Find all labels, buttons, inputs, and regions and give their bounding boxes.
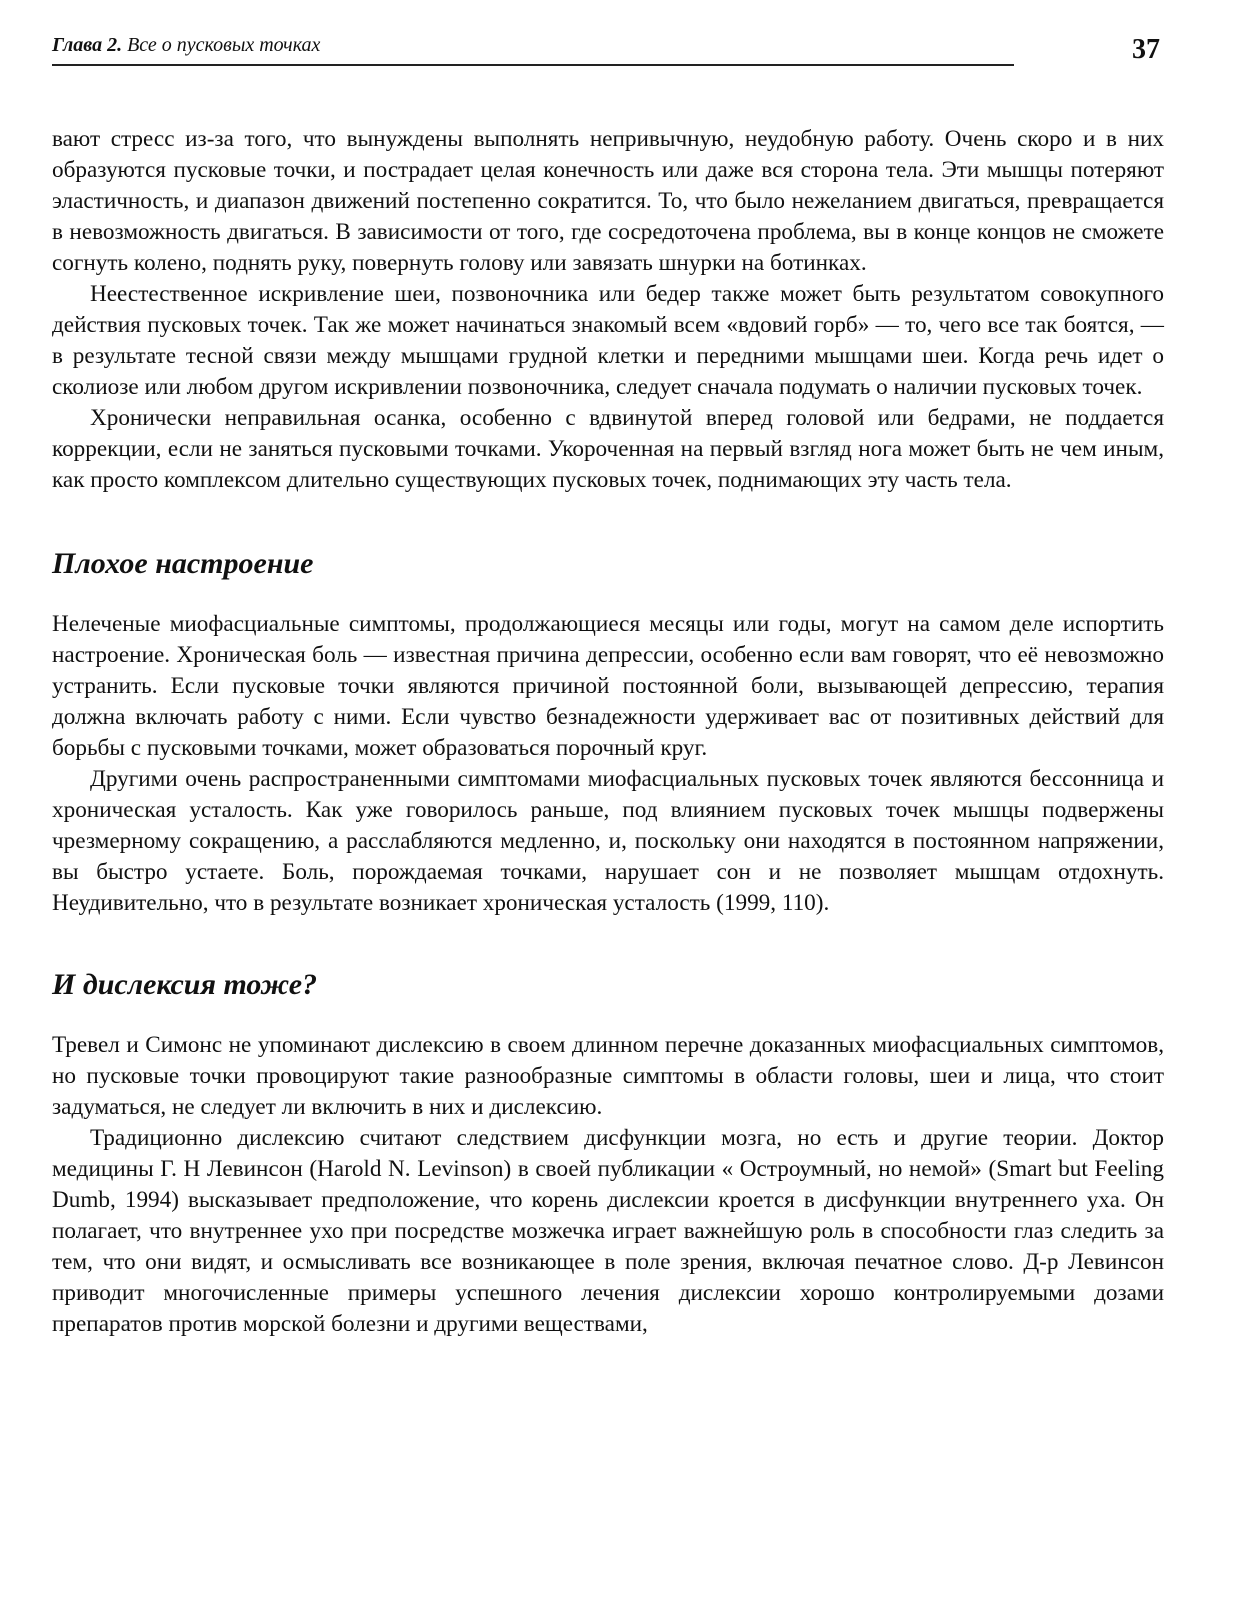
- page-number: 37: [1132, 34, 1160, 65]
- paragraph: вают стресс из-за того, что вынуждены выполнять непривычную, неудобную работу. Очень скоро и в них образуются пусковые точки, и пострадает целая конечность или даже вся сторона тела. Эти мышцы потеряют эластичность, и диапазон движений постепенно сократится. То, что было нежеланием двигаться, превращается в невозможность двигаться. В зависимости от того, где сосредоточена проблема, вы в конце концов не сможете согнуть колено, поднять руку, повернуть голову или завязать шнурки на ботинках.: [52, 126, 1164, 276]
- paragraph: Тревел и Симонс не упоминают дислексию в своем длинном перечне доказанных миофасциальных симптомов, но пусковые точки провоцируют такие разнообразные симптомы в области головы, шеи и лица, что стоит задуматься, не следует ли включить в них и дислексию.: [52, 1032, 1164, 1120]
- running-header: [52, 30, 1014, 66]
- paragraph: Нелеченые миофасциальные симптомы, продолжающиеся месяцы или годы, могут на самом деле испортить настроение. Хроническая боль — известная причина депрессии, особенно если вам говорят, что её невозможно устранить. Если пусковые точки являются причиной постоянной боли, вызывающей депрессию, терапия должна включать работу с ними. Если чувство безнадежности удерживает вас от позитивных действий для борьбы с пусковыми точками, может образоваться порочный круг.: [52, 611, 1164, 761]
- book-page: [52, 30, 1164, 1340]
- paragraph: Традиционно дислексию считают следствием дисфункции мозга, но есть и другие теории. Доктор медицины Г. Н Левинсон (Harold N. Levinson) в своей публикации « Остроумный, но немой» (Smart but Feeling Dumb, 1994) высказывает предположение, что корень дислексии кроется в дисфункции внутреннего уха. Он полагает, что внутреннее ухо при посредстве мозжечка играет важнейшую роль в способности глаз следить за тем, что они видят, и осмысливать все возникающее в поле зрения, включая печатное слово. Д-р Левинсон приводит многочисленные примеры успешного лечения дислексии хорошо контролируемыми дозами препаратов против морской болезни и другими веществами,: [52, 1125, 1164, 1337]
- chapter-label: Глава 2.: [52, 34, 123, 56]
- paragraph: Хронически неправильная осанка, особенно с вдвинутой вперед головой или бедрами, не поддается коррекции, если не заняться пусковыми точками. Укороченная на первый взгляд нога может быть не чем иным, как просто комплексом длительно существующих пусковых точек, поднимающих эту часть тела.: [52, 405, 1164, 493]
- paragraph: Неестественное искривление шеи, позвоночника или бедер также может быть результатом совокупного действия пусковых точек. Так же может начинаться знакомый всем «вдовий горб» — то, чего все так боятся, — в результате тесной связи между мышцами грудной клетки и передними мышцами шеи. Когда речь идет о сколиозе или любом другом искривлении позвоночника, следует сначала подумать о наличии пусковых точек.: [52, 281, 1164, 400]
- section-heading-dyslexia: И дислексия тоже?: [52, 968, 318, 1001]
- page-body: [52, 124, 1164, 1340]
- running-header-title: [52, 34, 320, 57]
- chapter-title: Все о пусковых точках: [127, 34, 321, 56]
- paragraph: Другими очень распространенными симптомами миофасциальных пусковых точек являются бессонница и хроническая усталость. Как уже говорилось раньше, под влиянием пусковых точек мышцы подвержены чрезмерному сокращению, а расслабляются медленно, и, поскольку они находятся в постоянном напряжении, вы быстро устаете. Боль, порождаемая точками, нарушает сон и не позволяет мышцам отдохнуть. Неудивительно, что в результате возникает хроническая усталость (1999, 110).: [52, 766, 1164, 916]
- section-heading-mood: Плохое настроение: [52, 547, 314, 580]
